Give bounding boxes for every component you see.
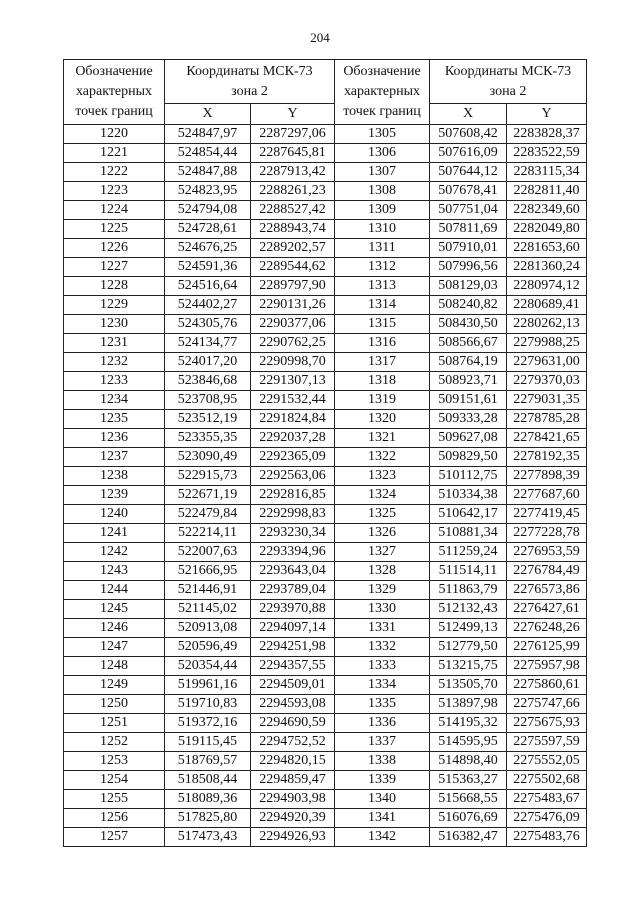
point-id-right: 1332 [335,638,430,657]
y-right: 2276248,26 [507,619,587,638]
coordinates-table [63,59,587,847]
x-right: 516382,47 [430,828,507,847]
point-id-left: 1236 [64,429,165,448]
table-row [64,410,587,429]
point-id-right: 1338 [335,752,430,771]
table-row [64,486,587,505]
x-left: 522007,63 [165,543,251,562]
point-id-right: 1310 [335,220,430,239]
table-row [64,296,587,315]
header-designation-right: Обозначение характерных точек границ [335,60,430,125]
point-id-right: 1312 [335,258,430,277]
y-left: 2294926,93 [251,828,335,847]
table-row [64,201,587,220]
x-left: 521666,95 [165,562,251,581]
x-left: 524823,95 [165,182,251,201]
x-left: 519710,83 [165,695,251,714]
table-row [64,220,587,239]
x-right: 507996,56 [430,258,507,277]
header-x-left: X [165,104,251,125]
x-right: 508923,71 [430,372,507,391]
y-left: 2289797,90 [251,277,335,296]
point-id-left: 1253 [64,752,165,771]
y-left: 2294820,15 [251,752,335,771]
y-left: 2290377,06 [251,315,335,334]
header-x-right: X [430,104,507,125]
point-id-right: 1306 [335,144,430,163]
header-coords-right [430,60,587,104]
x-right: 508129,03 [430,277,507,296]
point-id-right: 1324 [335,486,430,505]
x-left: 522479,84 [165,505,251,524]
header-coords-left [165,60,335,104]
point-id-right: 1319 [335,391,430,410]
point-id-right: 1340 [335,790,430,809]
point-id-left: 1257 [64,828,165,847]
y-left: 2294690,59 [251,714,335,733]
y-right: 2279370,03 [507,372,587,391]
y-right: 2276427,61 [507,600,587,619]
x-left: 517473,43 [165,828,251,847]
point-id-left: 1221 [64,144,165,163]
point-id-right: 1334 [335,676,430,695]
y-right: 2275502,68 [507,771,587,790]
y-left: 2294097,14 [251,619,335,638]
table-row [64,239,587,258]
x-right: 507811,69 [430,220,507,239]
x-left: 520596,49 [165,638,251,657]
point-id-left: 1239 [64,486,165,505]
x-right: 509151,61 [430,391,507,410]
y-right: 2275483,76 [507,828,587,847]
point-id-left: 1256 [64,809,165,828]
table-row [64,714,587,733]
point-id-left: 1229 [64,296,165,315]
y-right: 2278192,35 [507,448,587,467]
header-coords-zone: зона 2 [489,83,527,99]
y-right: 2283115,34 [507,163,587,182]
point-id-left: 1246 [64,619,165,638]
y-right: 2275747,66 [507,695,587,714]
x-left: 523090,49 [165,448,251,467]
x-left: 522214,11 [165,524,251,543]
y-right: 2279988,25 [507,334,587,353]
table-row [64,334,587,353]
point-id-left: 1226 [64,239,165,258]
point-id-right: 1323 [335,467,430,486]
point-id-right: 1331 [335,619,430,638]
x-left: 523355,35 [165,429,251,448]
x-left: 524794,08 [165,201,251,220]
x-left: 524305,76 [165,315,251,334]
header-y-right: Y [507,104,587,125]
header-designation-left: Обозначение характерных точек границ [64,60,165,125]
y-right: 2275552,05 [507,752,587,771]
x-right: 507910,01 [430,239,507,258]
x-right: 509829,50 [430,448,507,467]
x-right: 509627,08 [430,429,507,448]
y-left: 2294509,01 [251,676,335,695]
table-row [64,828,587,847]
point-id-right: 1316 [335,334,430,353]
x-left: 519115,45 [165,733,251,752]
table-row [64,562,587,581]
y-left: 2294752,52 [251,733,335,752]
x-right: 514595,95 [430,733,507,752]
x-left: 518089,36 [165,790,251,809]
point-id-right: 1342 [335,828,430,847]
point-id-left: 1241 [64,524,165,543]
table-row [64,638,587,657]
point-id-left: 1251 [64,714,165,733]
point-id-left: 1247 [64,638,165,657]
point-id-left: 1242 [64,543,165,562]
y-left: 2289544,62 [251,258,335,277]
y-left: 2287297,06 [251,125,335,144]
table-row [64,790,587,809]
y-left: 2289202,57 [251,239,335,258]
table-row [64,524,587,543]
x-right: 513505,70 [430,676,507,695]
x-right: 510642,17 [430,505,507,524]
point-id-right: 1341 [335,809,430,828]
y-left: 2292365,09 [251,448,335,467]
point-id-right: 1318 [335,372,430,391]
point-id-right: 1329 [335,581,430,600]
y-left: 2294920,39 [251,809,335,828]
table-row [64,315,587,334]
y-right: 2282349,60 [507,201,587,220]
y-left: 2288943,74 [251,220,335,239]
y-left: 2287913,42 [251,163,335,182]
point-id-right: 1337 [335,733,430,752]
y-left: 2290998,70 [251,353,335,372]
x-right: 516076,69 [430,809,507,828]
y-left: 2288261,23 [251,182,335,201]
x-left: 523708,95 [165,391,251,410]
point-id-left: 1240 [64,505,165,524]
x-left: 524847,97 [165,125,251,144]
x-left: 522915,73 [165,467,251,486]
y-right: 2275597,59 [507,733,587,752]
x-right: 512779,50 [430,638,507,657]
x-right: 514195,32 [430,714,507,733]
y-left: 2294859,47 [251,771,335,790]
table-row [64,505,587,524]
x-right: 511514,11 [430,562,507,581]
table-row [64,429,587,448]
point-id-right: 1320 [335,410,430,429]
x-left: 523512,19 [165,410,251,429]
x-left: 524728,61 [165,220,251,239]
y-right: 2277898,39 [507,467,587,486]
point-id-right: 1322 [335,448,430,467]
x-left: 524134,77 [165,334,251,353]
y-right: 2276573,86 [507,581,587,600]
table-row [64,771,587,790]
y-right: 2277419,45 [507,505,587,524]
x-left: 521145,02 [165,600,251,619]
point-id-right: 1321 [335,429,430,448]
table-row [64,144,587,163]
table-row [64,543,587,562]
x-left: 522671,19 [165,486,251,505]
table-row [64,182,587,201]
y-right: 2279031,35 [507,391,587,410]
point-id-left: 1234 [64,391,165,410]
y-left: 2293643,04 [251,562,335,581]
y-right: 2278785,28 [507,410,587,429]
y-right: 2280262,13 [507,315,587,334]
point-id-right: 1325 [335,505,430,524]
point-id-right: 1333 [335,657,430,676]
y-left: 2293394,96 [251,543,335,562]
table-row [64,809,587,828]
x-right: 510334,38 [430,486,507,505]
y-left: 2291824,84 [251,410,335,429]
y-right: 2275957,98 [507,657,587,676]
x-right: 508240,82 [430,296,507,315]
y-right: 2275483,67 [507,790,587,809]
y-left: 2294357,55 [251,657,335,676]
table-row [64,372,587,391]
table-row [64,353,587,372]
y-right: 2278421,65 [507,429,587,448]
table-row [64,619,587,638]
point-id-right: 1326 [335,524,430,543]
point-id-right: 1309 [335,201,430,220]
table-row [64,163,587,182]
point-id-right: 1315 [335,315,430,334]
point-id-right: 1335 [335,695,430,714]
point-id-right: 1339 [335,771,430,790]
x-right: 512132,43 [430,600,507,619]
x-left: 518769,57 [165,752,251,771]
y-left: 2293230,34 [251,524,335,543]
x-right: 508566,67 [430,334,507,353]
table-row [64,391,587,410]
table-row [64,752,587,771]
point-id-right: 1327 [335,543,430,562]
point-id-left: 1230 [64,315,165,334]
x-right: 512499,13 [430,619,507,638]
table-row [64,467,587,486]
x-right: 507608,42 [430,125,507,144]
x-left: 519372,16 [165,714,251,733]
y-right: 2280974,12 [507,277,587,296]
point-id-left: 1252 [64,733,165,752]
x-right: 513897,98 [430,695,507,714]
y-left: 2291532,44 [251,391,335,410]
x-left: 518508,44 [165,771,251,790]
point-id-right: 1314 [335,296,430,315]
x-right: 508764,19 [430,353,507,372]
table-body [64,125,587,847]
x-right: 510881,34 [430,524,507,543]
header-coords-zone: зона 2 [231,83,268,99]
x-right: 507644,12 [430,163,507,182]
point-id-left: 1224 [64,201,165,220]
point-id-left: 1231 [64,334,165,353]
y-left: 2290131,26 [251,296,335,315]
y-left: 2294903,98 [251,790,335,809]
y-right: 2275675,93 [507,714,587,733]
y-right: 2275476,09 [507,809,587,828]
header-y-left: Y [251,104,335,125]
y-right: 2281360,24 [507,258,587,277]
y-right: 2282811,40 [507,182,587,201]
point-id-left: 1232 [64,353,165,372]
x-right: 510112,75 [430,467,507,486]
table-row [64,733,587,752]
y-right: 2283828,37 [507,125,587,144]
point-id-left: 1223 [64,182,165,201]
x-left: 524854,44 [165,144,251,163]
x-left: 523846,68 [165,372,251,391]
x-right: 508430,50 [430,315,507,334]
point-id-left: 1245 [64,600,165,619]
point-id-left: 1225 [64,220,165,239]
point-id-left: 1220 [64,125,165,144]
y-right: 2280689,41 [507,296,587,315]
table-row [64,258,587,277]
x-right: 515668,55 [430,790,507,809]
point-id-left: 1243 [64,562,165,581]
y-right: 2275860,61 [507,676,587,695]
y-left: 2294251,98 [251,638,335,657]
y-right: 2279631,00 [507,353,587,372]
y-right: 2282049,80 [507,220,587,239]
x-left: 524591,36 [165,258,251,277]
y-left: 2287645,81 [251,144,335,163]
x-left: 524847,88 [165,163,251,182]
point-id-right: 1328 [335,562,430,581]
x-left: 524017,20 [165,353,251,372]
point-id-right: 1330 [335,600,430,619]
y-left: 2293970,88 [251,600,335,619]
y-left: 2293789,04 [251,581,335,600]
x-left: 521446,91 [165,581,251,600]
header-coords-title: Координаты МСК-73 [186,63,313,79]
x-left: 524516,64 [165,277,251,296]
point-id-left: 1248 [64,657,165,676]
table-row [64,657,587,676]
point-id-left: 1249 [64,676,165,695]
table-row [64,600,587,619]
y-right: 2276784,49 [507,562,587,581]
x-right: 513215,75 [430,657,507,676]
header-row-1 [64,60,587,104]
y-right: 2283522,59 [507,144,587,163]
x-left: 519961,16 [165,676,251,695]
point-id-left: 1237 [64,448,165,467]
point-id-left: 1238 [64,467,165,486]
x-right: 511259,24 [430,543,507,562]
point-id-left: 1254 [64,771,165,790]
x-right: 515363,27 [430,771,507,790]
table-row [64,676,587,695]
point-id-left: 1235 [64,410,165,429]
point-id-right: 1305 [335,125,430,144]
point-id-right: 1317 [335,353,430,372]
y-left: 2292563,06 [251,467,335,486]
header-coords-title: Координаты МСК-73 [444,63,572,79]
point-id-right: 1311 [335,239,430,258]
table-row [64,695,587,714]
point-id-left: 1233 [64,372,165,391]
x-left: 524676,25 [165,239,251,258]
point-id-right: 1313 [335,277,430,296]
x-right: 507751,04 [430,201,507,220]
point-id-left: 1228 [64,277,165,296]
table-row [64,581,587,600]
y-left: 2292816,85 [251,486,335,505]
y-right: 2277687,60 [507,486,587,505]
x-left: 520354,44 [165,657,251,676]
y-left: 2291307,13 [251,372,335,391]
x-right: 514898,40 [430,752,507,771]
x-left: 520913,08 [165,619,251,638]
x-right: 511863,79 [430,581,507,600]
point-id-left: 1255 [64,790,165,809]
point-id-right: 1307 [335,163,430,182]
y-left: 2288527,42 [251,201,335,220]
point-id-right: 1336 [335,714,430,733]
y-left: 2292037,28 [251,429,335,448]
y-right: 2281653,60 [507,239,587,258]
y-right: 2276125,99 [507,638,587,657]
y-right: 2276953,59 [507,543,587,562]
point-id-left: 1222 [64,163,165,182]
y-left: 2290762,25 [251,334,335,353]
y-right: 2277228,78 [507,524,587,543]
page-number: 204 [310,30,330,45]
y-left: 2292998,83 [251,505,335,524]
x-left: 524402,27 [165,296,251,315]
point-id-left: 1244 [64,581,165,600]
table-row [64,277,587,296]
x-right: 509333,28 [430,410,507,429]
x-right: 507678,41 [430,182,507,201]
table-row [64,448,587,467]
point-id-right: 1308 [335,182,430,201]
point-id-left: 1250 [64,695,165,714]
y-left: 2294593,08 [251,695,335,714]
point-id-left: 1227 [64,258,165,277]
x-right: 507616,09 [430,144,507,163]
x-left: 517825,80 [165,809,251,828]
table-row [64,125,587,144]
